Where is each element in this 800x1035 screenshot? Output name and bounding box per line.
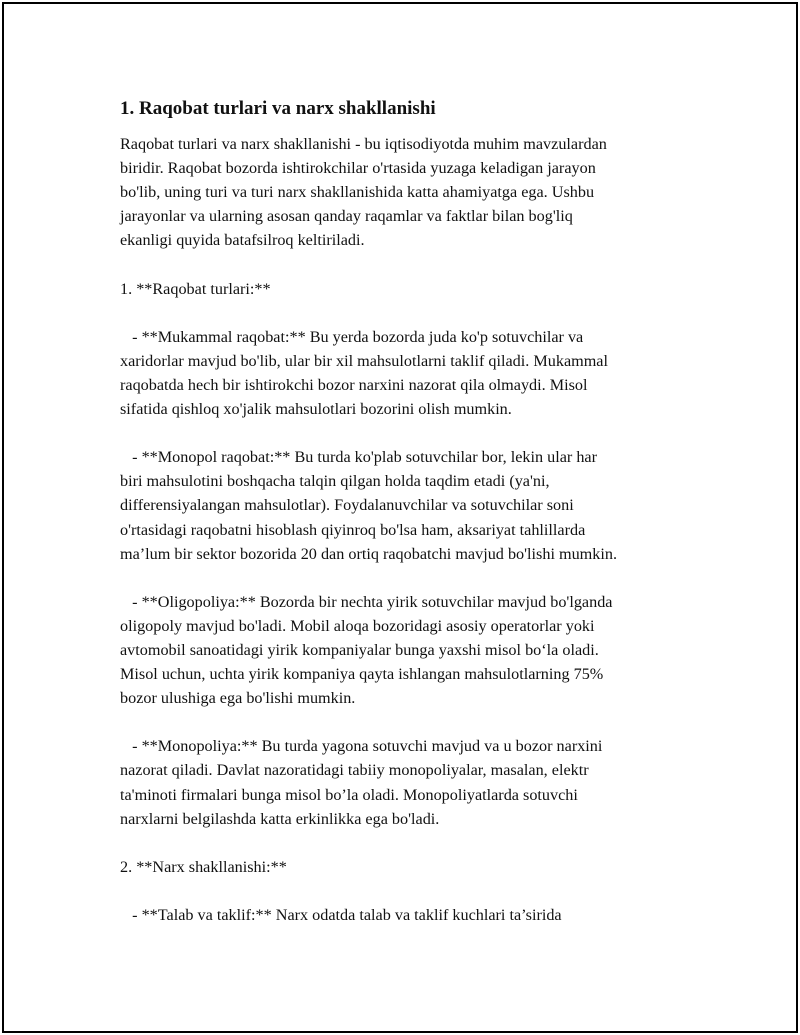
paragraph-gap: [120, 421, 692, 445]
text-line: ma’lum bir sektor bozorida 20 dan ortiq raqobatchi mavjud bo'lishi mumkin.: [120, 544, 617, 563]
text-line: oligopoly mavjud bo'ladi. Mobil aloqa bozoridagi asosiy operatorlar yoki: [120, 616, 595, 635]
text-line: 2. **Narx shakllanishi:**: [120, 857, 287, 876]
text-line: bo'lib, uning turi va turi narx shakllanishida katta ahamiyatga ega. Ushbu: [120, 183, 595, 202]
text-line: 1. **Raqobat turlari:**: [120, 279, 271, 298]
text-line: - **Monopol raqobat:** Bu turda ko'plab sotuvchilar bor, lekin ular har: [120, 448, 598, 467]
text-line: biridir. Raqobat bozorda ishtirokchilar o'rtasida yuzaga keladigan jarayon: [120, 159, 596, 178]
text-line: differensiyalangan mahsulotlar). Foydalanuvchilar va sotuvchilar soni: [120, 496, 574, 515]
text-line: sifatida qishloq xo'jalik mahsulotlari bozorini olish mumkin.: [120, 400, 512, 419]
document-body: [120, 96, 692, 927]
paragraph-gap: [120, 879, 692, 903]
text-line: avtomobil sanoatidagi yirik kompaniyalar bunga yaxshi misol bo‘la oladi.: [120, 640, 599, 659]
paragraph-gap: [120, 710, 692, 734]
text-line: ta'minoti firmalari bunga misol bo’la oladi. Monopoliyatlarda sotuvchi: [120, 785, 578, 804]
paragraph-intro: [120, 132, 692, 252]
document-title: 1. Raqobat turlari va narx shakllanishi: [120, 98, 436, 119]
text-line: narxlarni belgilashda katta erkinlikka ega bo'ladi.: [120, 809, 440, 828]
paragraph-gap: [120, 301, 692, 325]
text-line: raqobatda hech bir ishtirokchi bozor narxini nazorat qila olmaydi. Misol: [120, 375, 588, 394]
text-line: o'rtasidagi raqobatni hisoblash qiyinroq bo'lsa ham, aksariyat tahlillarda: [120, 520, 586, 539]
text-line: xaridorlar mavjud bo'lib, ular bir xil mahsulotlarni taklif qiladi. Mukammal: [120, 351, 608, 370]
text-line: - **Talab va taklif:** Narx odatda talab va taklif kuchlari ta’sirida: [120, 906, 562, 924]
text-line: jarayonlar va ularning asosan qanday raqamlar va faktlar bilan bog'liq: [120, 207, 573, 226]
text-line: - **Monopoliya:** Bu turda yagona sotuvchi mavjud va u bozor narxini: [120, 737, 603, 756]
paragraph-oligopoliya: [120, 590, 692, 710]
text-line: nazorat qiladi. Davlat nazoratidagi tabiiy monopoliyalar, masalan, elektr: [120, 761, 589, 780]
paragraph-section-1-heading: [120, 277, 692, 301]
document-page: [2, 2, 798, 1033]
paragraph-monopol: [120, 445, 692, 565]
text-line: Misol uchun, uchta yirik kompaniya qayta ishlangan mahsulotlarning 75%: [120, 665, 604, 684]
text-line: ekanligi quyida batafsilroq keltiriladi.: [120, 231, 365, 250]
text-line: bozor ulushiga ega bo'lishi mumkin.: [120, 689, 356, 708]
paragraph-mukammal: [120, 325, 692, 421]
text-line: Raqobat turlari va narx shakllanishi - bu iqtisodiyotda muhim mavzulardan: [120, 135, 607, 153]
paragraph-monopoliya: [120, 734, 692, 830]
paragraph-section-2-heading: [120, 855, 692, 879]
paragraph-list: [120, 132, 692, 927]
text-line: biri mahsulotini boshqacha talqin qilgan holda taqdim etadi (ya'ni,: [120, 472, 550, 491]
text-line: - **Mukammal raqobat:** Bu yerda bozorda juda ko'p sotuvchilar va: [120, 327, 584, 346]
text-line: - **Oligopoliya:** Bozorda bir nechta yirik sotuvchilar mavjud bo'lganda: [120, 592, 613, 611]
paragraph-gap: [120, 566, 692, 590]
paragraph-gap: [120, 252, 692, 276]
paragraph-gap: [120, 831, 692, 855]
paragraph-talab: [120, 903, 692, 927]
